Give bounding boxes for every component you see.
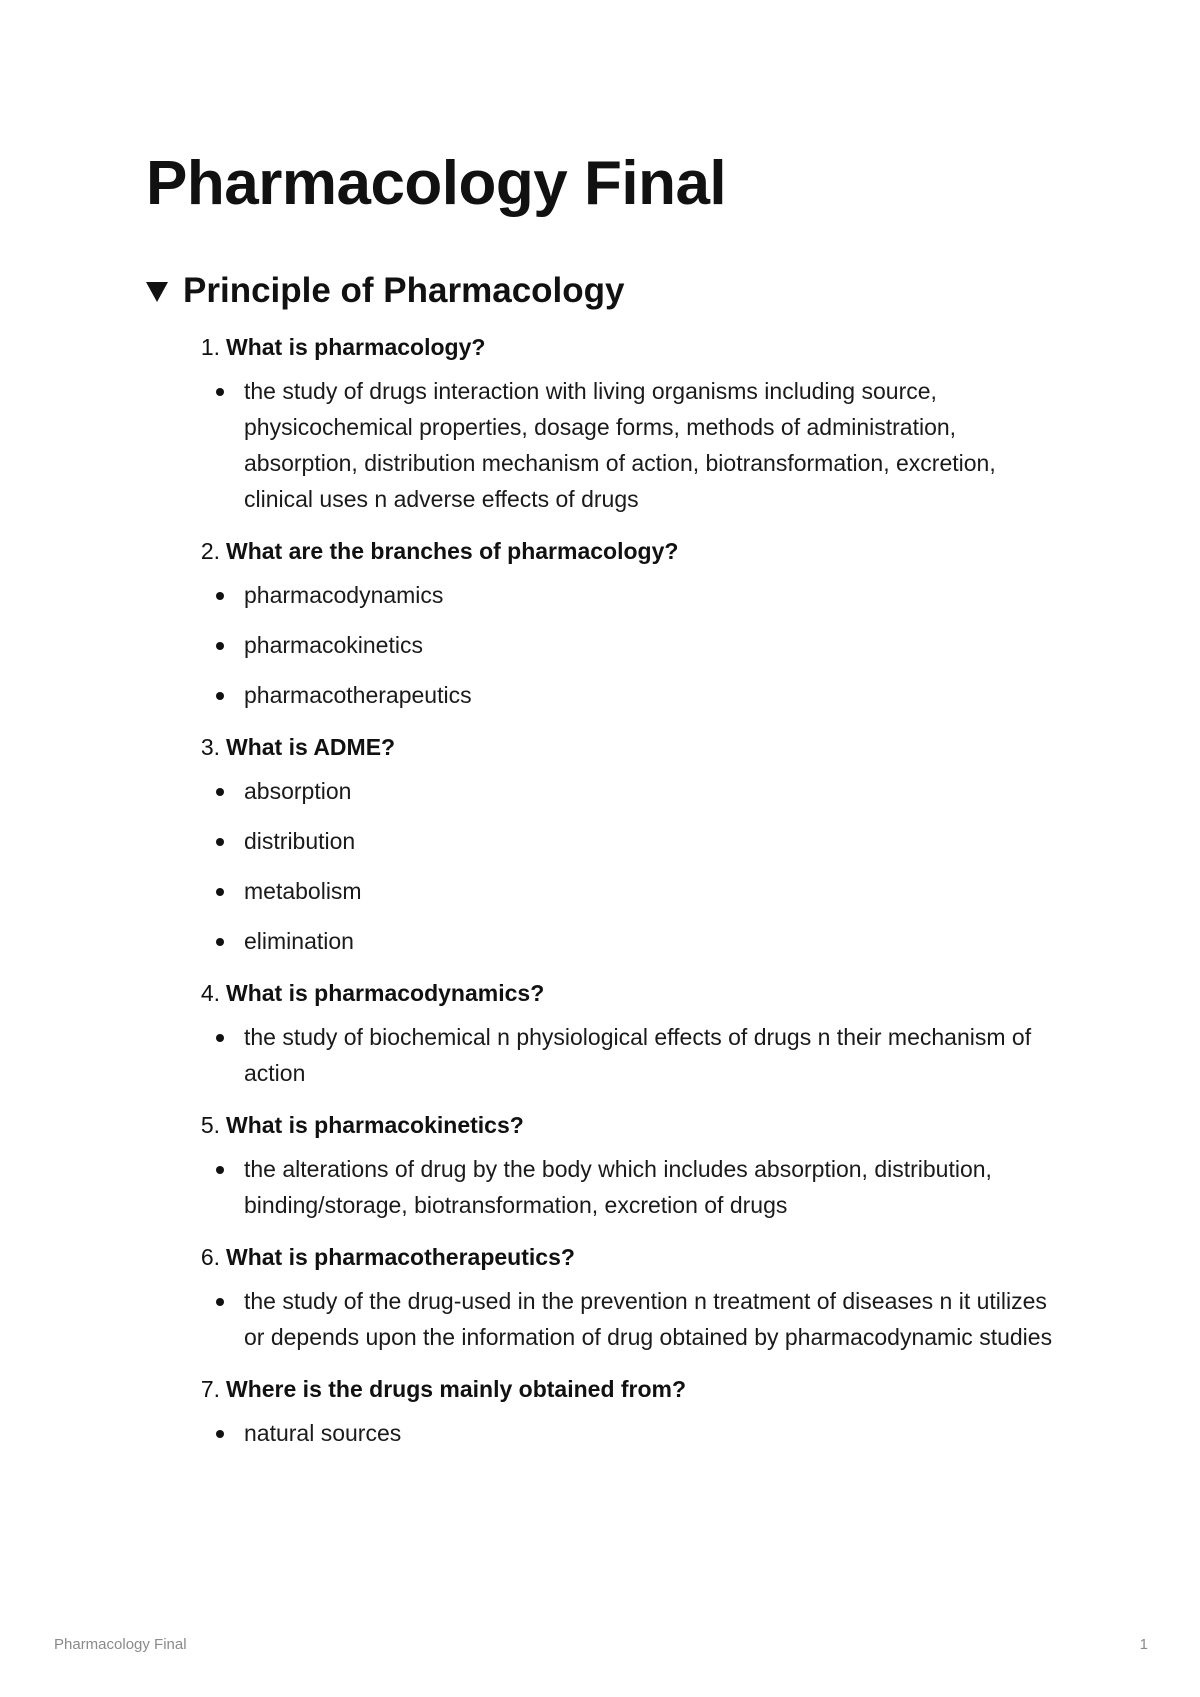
answer-item: [146, 627, 1086, 663]
question-row: [146, 1105, 1086, 1145]
bullet-icon: [146, 577, 244, 613]
footer-title: Pharmacology Final: [54, 1636, 187, 1653]
answer-item: [146, 1283, 1086, 1355]
question-text: What is pharmacodynamics?: [226, 980, 545, 1006]
question-text: What is pharmacotherapeutics?: [226, 1244, 575, 1270]
answer-list: [146, 773, 1086, 959]
question-item: [146, 1105, 1086, 1223]
answer-list: [146, 373, 1086, 517]
answer-list: [146, 577, 1086, 713]
question-list: [146, 327, 1086, 1451]
bullet-icon: [146, 1151, 244, 1187]
bullet-icon: [146, 873, 244, 909]
answer-text: distribution: [244, 828, 356, 854]
question-row: [146, 1369, 1086, 1409]
section-heading: Principle of Pharmacology: [183, 271, 625, 310]
page-number: 1: [1139, 1636, 1148, 1653]
answer-text: absorption: [244, 778, 352, 804]
bullet-icon: [146, 923, 244, 959]
question-item: [146, 973, 1086, 1091]
answer-item: [146, 373, 1086, 517]
answer-item: [146, 1019, 1086, 1091]
bullet-icon: [146, 677, 244, 713]
answer-text: natural sources: [244, 1420, 402, 1446]
question-number: 4.: [200, 980, 220, 1006]
question-number: 3.: [200, 734, 220, 760]
bullet-icon: [146, 373, 244, 409]
answer-item: [146, 923, 1086, 959]
question-row: [146, 973, 1086, 1013]
bullet-icon: [146, 1283, 244, 1319]
question-row: [146, 727, 1086, 767]
answer-list: [146, 1019, 1086, 1091]
question-item: [146, 727, 1086, 959]
answer-list: [146, 1151, 1086, 1223]
bullet-icon: [146, 823, 244, 859]
answer-item: [146, 823, 1086, 859]
answer-item: [146, 577, 1086, 613]
question-item: [146, 1237, 1086, 1355]
answer-text: metabolism: [244, 878, 362, 904]
triangle-down-icon[interactable]: [146, 282, 168, 302]
answer-list: [146, 1415, 1086, 1451]
answer-text: pharmacotherapeutics: [244, 682, 472, 708]
question-number: 1.: [200, 334, 220, 360]
answer-text: pharmacodynamics: [244, 582, 444, 608]
answer-text: pharmacokinetics: [244, 632, 423, 658]
answer-item: [146, 873, 1086, 909]
answer-text: the study of the drug-used in the prevention n treatment of diseases n it utilizes or depends upon the information of drug obtained by pharmacodynamic studies: [244, 1288, 1053, 1350]
question-row: [146, 531, 1086, 571]
answer-item: [146, 773, 1086, 809]
bullet-icon: [146, 773, 244, 809]
question-number: 6.: [200, 1244, 220, 1270]
answer-list: [146, 1283, 1086, 1355]
question-item: [146, 1369, 1086, 1451]
question-item: [146, 327, 1086, 517]
question-item: [146, 531, 1086, 713]
section-toggle-header[interactable]: [146, 265, 1086, 317]
answer-text: the study of biochemical n physiological effects of drugs n their mechanism of action: [244, 1024, 1032, 1086]
question-number: 2.: [200, 538, 220, 564]
answer-text: the study of drugs interaction with living organisms including source, physicochemical properties, dosage forms, methods of administration, absorption, distribution mechanism of action, biotransformation, excretion, clinical uses n adverse effects of drugs: [244, 378, 996, 512]
bullet-icon: [146, 627, 244, 663]
question-number: 5.: [200, 1112, 220, 1138]
answer-text: elimination: [244, 928, 354, 954]
question-number: 7.: [200, 1376, 220, 1402]
question-text: What is ADME?: [226, 734, 396, 760]
document-title: Pharmacology Final: [146, 149, 727, 218]
question-text: What are the branches of pharmacology?: [226, 538, 679, 564]
answer-text: the alterations of drug by the body which includes absorption, distribution, binding/storage, biotransformation, excretion of drugs: [244, 1156, 992, 1218]
question-text: Where is the drugs mainly obtained from?: [226, 1376, 687, 1402]
toggle-section: [146, 265, 1086, 1465]
question-text: What is pharmacokinetics?: [226, 1112, 524, 1138]
bullet-icon: [146, 1415, 244, 1451]
answer-item: [146, 1151, 1086, 1223]
bullet-icon: [146, 1019, 244, 1055]
answer-item: [146, 1415, 1086, 1451]
question-text: What is pharmacology?: [226, 334, 486, 360]
answer-item: [146, 677, 1086, 713]
question-row: [146, 1237, 1086, 1277]
question-row: [146, 327, 1086, 367]
